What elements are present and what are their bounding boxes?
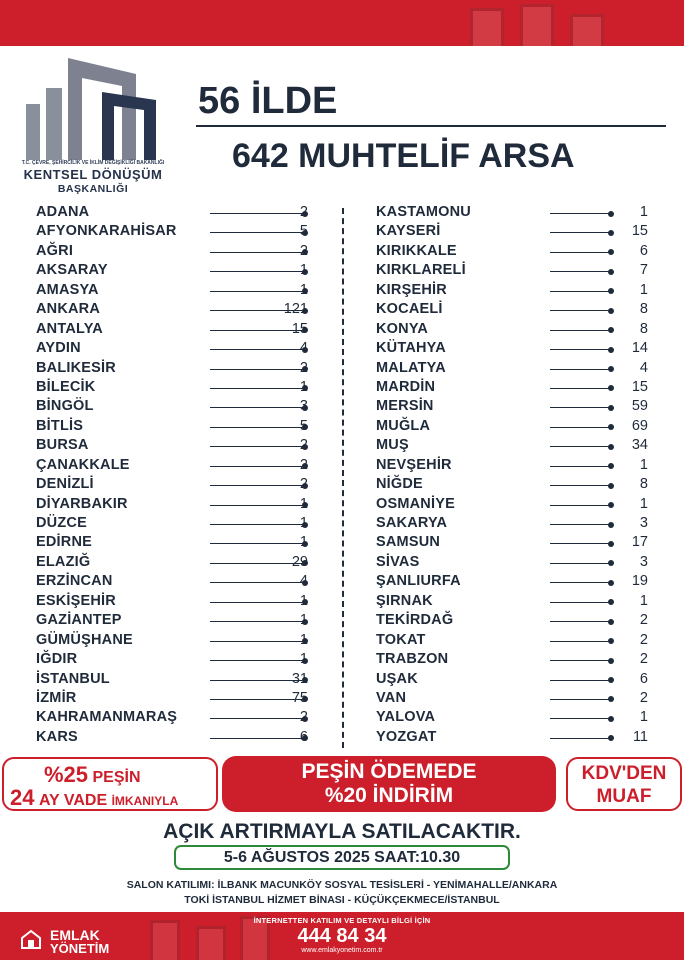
- installment-note: İMKANIYLA: [111, 794, 179, 808]
- vat-exempt-box: [566, 757, 682, 811]
- land-count: 2: [639, 689, 648, 706]
- land-count: 59: [631, 398, 648, 415]
- province-name: NİĞDE: [376, 476, 423, 493]
- province-row: [36, 242, 308, 261]
- province-name: ADANA: [36, 204, 90, 220]
- leader-line: [210, 738, 306, 739]
- province-row: [376, 339, 648, 358]
- toki-place: TOKİ İSTANBUL HİZMET BİNASI: [184, 894, 345, 906]
- land-count: 69: [631, 417, 648, 434]
- leader-line: [550, 310, 612, 311]
- province-name: BALIKESİR: [36, 359, 116, 376]
- province-name: ŞANLIURFA: [376, 573, 461, 590]
- land-count: 1: [639, 281, 648, 298]
- leader-dot: [608, 444, 614, 450]
- province-row: [376, 514, 648, 533]
- leader-line: [550, 407, 612, 408]
- land-count: 15: [631, 223, 648, 240]
- land-count: 121: [283, 301, 308, 318]
- province-row: [376, 222, 648, 241]
- leader-line: [210, 718, 306, 719]
- land-count: 8: [639, 320, 648, 337]
- province-row: [376, 261, 648, 280]
- leader-line: [210, 466, 306, 467]
- installment-months: 24: [10, 785, 35, 810]
- province-row: [376, 456, 648, 475]
- province-name: ÇANAKKALE: [36, 456, 130, 473]
- land-count: 5: [299, 223, 308, 240]
- province-name: DENİZLİ: [36, 476, 94, 493]
- land-count: 5: [299, 417, 308, 434]
- land-count: 1: [299, 534, 308, 551]
- leader-dot: [608, 249, 614, 255]
- province-row: [36, 281, 308, 300]
- leader-line: [210, 291, 306, 292]
- land-count: 3: [639, 553, 648, 570]
- leader-line: [550, 563, 612, 564]
- land-count: 11: [632, 728, 648, 745]
- leader-line: [210, 524, 306, 525]
- leader-line: [210, 407, 306, 408]
- province-row: [36, 708, 308, 727]
- leader-line: [210, 446, 306, 447]
- province-row: [376, 572, 648, 591]
- discount-line2: %20 İNDİRİM: [324, 784, 454, 807]
- leader-line: [210, 271, 306, 272]
- province-name: OSMANİYE: [376, 495, 455, 512]
- land-count: 1: [299, 612, 308, 629]
- province-row: [36, 611, 308, 630]
- brand-line2: YÖNETİM: [50, 941, 110, 956]
- province-row: [376, 242, 648, 261]
- province-row: [376, 281, 648, 300]
- province-row: [36, 359, 308, 378]
- land-count: 1: [639, 709, 648, 726]
- province-row: [376, 670, 648, 689]
- land-count: 1: [299, 262, 308, 279]
- leader-dot: [608, 483, 614, 489]
- leader-line: [210, 485, 306, 486]
- province-name: BİNGÖL: [36, 398, 94, 415]
- province-row: [36, 475, 308, 494]
- province-name: KIRIKKALE: [376, 242, 457, 259]
- province-row: [376, 592, 648, 611]
- toki-venue: [0, 894, 684, 906]
- province-row: [36, 456, 308, 475]
- leader-dot: [608, 619, 614, 625]
- province-name: TEKİRDAĞ: [376, 612, 454, 629]
- column-divider: [342, 208, 344, 748]
- province-name: TRABZON: [376, 651, 449, 668]
- leader-line: [210, 369, 306, 370]
- leader-dot: [608, 580, 614, 586]
- province-name: MERSİN: [376, 398, 434, 415]
- province-row: [376, 650, 648, 669]
- province-row: [376, 708, 648, 727]
- province-name: NEVŞEHİR: [376, 456, 452, 473]
- province-row: [36, 436, 308, 455]
- leader-line: [550, 232, 612, 233]
- province-row: [36, 533, 308, 552]
- land-count: 2: [639, 631, 648, 648]
- leader-dot: [608, 522, 614, 528]
- province-row: [36, 631, 308, 650]
- province-name: GAZİANTEP: [36, 612, 122, 629]
- headline-land-count: 642 MUHTELİF ARSA: [232, 137, 575, 175]
- land-count: 1: [639, 456, 648, 473]
- province-row: [376, 611, 648, 630]
- leader-dot: [608, 308, 614, 314]
- province-row: [376, 728, 648, 747]
- headline-province-count: 56 İLDE: [198, 80, 338, 122]
- leader-line: [210, 621, 306, 622]
- land-count: 7: [639, 262, 648, 279]
- land-count: 15: [631, 378, 648, 395]
- province-row: [376, 495, 648, 514]
- salon-separator: -: [423, 879, 434, 891]
- land-count: 1: [299, 592, 308, 609]
- province-row: [36, 689, 308, 708]
- province-row: [376, 397, 648, 416]
- land-count: 1: [299, 631, 308, 648]
- land-count: 6: [299, 728, 308, 745]
- decor-building-shape: [150, 920, 180, 960]
- contact-block: [234, 916, 450, 954]
- leader-dot: [608, 327, 614, 333]
- land-count: 1: [299, 281, 308, 298]
- leader-dot: [608, 696, 614, 702]
- toki-city: KÜÇÜKÇEKMECE/İSTANBUL: [354, 894, 500, 906]
- province-row: [36, 378, 308, 397]
- province-name: ERZİNCAN: [36, 573, 113, 590]
- province-name: İZMİR: [36, 689, 77, 706]
- leader-line: [550, 543, 612, 544]
- province-name: KÜTAHYA: [376, 340, 446, 357]
- leader-line: [210, 505, 306, 506]
- land-count: 8: [639, 301, 648, 318]
- auction-date: 5-6 AĞUSTOS 2025 SAAT:10.30: [174, 845, 510, 870]
- leader-line: [550, 291, 612, 292]
- leader-line: [550, 446, 612, 447]
- province-name: KASTAMONU: [376, 204, 471, 220]
- land-count: 2: [299, 709, 308, 726]
- leader-dot: [608, 638, 614, 644]
- leader-line: [550, 369, 612, 370]
- province-name: İSTANBUL: [36, 670, 110, 687]
- province-name: SAMSUN: [376, 534, 441, 551]
- land-count: 31: [291, 670, 308, 687]
- province-name: BİLECİK: [36, 378, 96, 395]
- province-name: IĞDIR: [36, 651, 78, 668]
- leader-line: [550, 718, 612, 719]
- auction-statement: AÇIK ARTIRMAYLA SATILACAKTIR.: [163, 820, 521, 843]
- province-name: ANKARA: [36, 301, 101, 318]
- province-row: [36, 670, 308, 689]
- headline-divider: [196, 125, 666, 127]
- province-name: BURSA: [36, 437, 89, 454]
- decor-building-shape: [570, 14, 604, 46]
- leader-line: [210, 427, 306, 428]
- province-name: AKSARAY: [36, 262, 108, 279]
- land-count: 17: [631, 534, 648, 551]
- province-row: [376, 359, 648, 378]
- leader-line: [550, 660, 612, 661]
- leader-dot: [608, 658, 614, 664]
- province-name: KIRKLARELİ: [376, 262, 466, 279]
- leader-line: [210, 602, 306, 603]
- province-name: KAHRAMANMARAŞ: [36, 709, 178, 726]
- province-row: [376, 417, 648, 436]
- province-name: YALOVA: [376, 709, 436, 726]
- province-row: [376, 689, 648, 708]
- province-row: [36, 650, 308, 669]
- land-count: 1: [299, 495, 308, 512]
- leader-line: [550, 582, 612, 583]
- land-count: 1: [639, 592, 648, 609]
- leader-line: [550, 427, 612, 428]
- leader-dot: [608, 347, 614, 353]
- logo-ministry-text: T.C. ÇEVRE, ŞEHİRCİLİK VE İKLİM DEĞİŞİKLİĞİ BAKANLIĞI: [21, 160, 165, 166]
- province-row: [376, 475, 648, 494]
- land-count: 19: [631, 573, 648, 590]
- installment-box: [2, 757, 218, 811]
- province-row: [36, 397, 308, 416]
- vat-line1: KDV'DEN: [581, 763, 667, 784]
- province-name: AYDIN: [36, 340, 81, 357]
- land-count: 2: [299, 242, 308, 259]
- leader-dot: [608, 716, 614, 722]
- province-name: UŞAK: [376, 670, 418, 687]
- land-count: 4: [299, 573, 308, 590]
- leader-dot: [608, 502, 614, 508]
- province-name: ELAZIĞ: [36, 553, 91, 570]
- down-payment-word: PEŞİN: [92, 769, 141, 786]
- leader-line: [210, 660, 306, 661]
- leader-line: [550, 699, 612, 700]
- province-name: EDİRNE: [36, 534, 92, 551]
- province-row: [36, 320, 308, 339]
- leader-line: [550, 466, 612, 467]
- leader-dot: [608, 405, 614, 411]
- province-name: AMASYA: [36, 281, 99, 298]
- leader-dot: [608, 541, 614, 547]
- province-list-right: [376, 203, 648, 747]
- leader-line: [550, 330, 612, 331]
- land-count: 2: [299, 437, 308, 454]
- province-name: BİTLİS: [36, 417, 84, 434]
- province-row: [376, 631, 648, 650]
- province-name: MALATYA: [376, 359, 446, 376]
- land-count: 2: [639, 651, 648, 668]
- land-count: 4: [639, 359, 648, 376]
- leader-line: [210, 232, 306, 233]
- province-row: [36, 592, 308, 611]
- installment-label: AY VADE: [38, 792, 108, 809]
- province-row: [36, 203, 308, 222]
- province-row: [376, 436, 648, 455]
- leader-dot: [608, 677, 614, 683]
- province-name: KARS: [36, 728, 78, 745]
- leader-dot: [608, 599, 614, 605]
- logo-subtitle: BAŞKANLIĞI: [57, 183, 129, 195]
- land-count: 1: [639, 495, 648, 512]
- decor-building-shape: [520, 4, 554, 46]
- province-name: GÜMÜŞHANE: [36, 631, 133, 648]
- province-name: ŞIRNAK: [376, 592, 433, 609]
- leader-dot: [608, 735, 614, 741]
- province-name: KIRŞEHİR: [376, 281, 447, 298]
- province-name: MUĞLA: [376, 417, 431, 434]
- leader-dot: [608, 288, 614, 294]
- leader-line: [210, 252, 306, 253]
- land-count: 2: [299, 359, 308, 376]
- province-name: MARDİN: [376, 378, 436, 395]
- province-name: YOZGAT: [376, 728, 437, 745]
- leader-dot: [608, 366, 614, 372]
- province-row: [36, 572, 308, 591]
- province-name: KOCAELİ: [376, 301, 443, 318]
- land-count: 4: [299, 340, 308, 357]
- land-count: 6: [639, 242, 648, 259]
- province-name: ESKİŞEHİR: [36, 592, 116, 609]
- province-row: [36, 728, 308, 747]
- province-row: [376, 320, 648, 339]
- land-count: 14: [631, 340, 648, 357]
- province-name: DİYARBAKIR: [36, 495, 128, 512]
- province-row: [36, 261, 308, 280]
- land-count: 1: [299, 515, 308, 531]
- installment-line: [10, 785, 178, 811]
- province-name: DÜZCE: [36, 515, 87, 531]
- leader-line: [550, 485, 612, 486]
- vat-line2: MUAF: [596, 786, 652, 807]
- land-count: 75: [291, 689, 308, 706]
- province-row: [36, 300, 308, 319]
- land-count: 3: [299, 398, 308, 415]
- land-count: 1: [299, 651, 308, 668]
- province-row: [36, 553, 308, 572]
- salon-venue: [0, 879, 684, 891]
- leader-line: [550, 213, 612, 214]
- province-row: [376, 553, 648, 572]
- province-name: TOKAT: [376, 631, 426, 648]
- leader-dot: [608, 211, 614, 217]
- province-row: [36, 222, 308, 241]
- leader-line: [210, 582, 306, 583]
- leader-line: [550, 524, 612, 525]
- leader-line: [550, 388, 612, 389]
- province-row: [376, 533, 648, 552]
- province-name: MUŞ: [376, 437, 409, 454]
- province-name: SAKARYA: [376, 515, 448, 531]
- toki-separator: -: [344, 894, 355, 906]
- leader-line: [550, 252, 612, 253]
- land-count: 29: [291, 553, 308, 570]
- online-info-text: İNTERNETTEN KATILIM VE DETAYLI BİLGİ İÇİN: [253, 916, 431, 925]
- province-list-left: [36, 203, 308, 747]
- leader-line: [550, 505, 612, 506]
- phone-number[interactable]: 444 84 34: [297, 925, 387, 947]
- top-red-band: [0, 0, 684, 46]
- province-name: AFYONKARAHİSAR: [36, 223, 177, 240]
- decor-building-shape: [470, 8, 504, 46]
- province-row: [376, 378, 648, 397]
- land-count: 3: [639, 515, 648, 531]
- land-count: 1: [639, 204, 648, 220]
- province-name: SİVAS: [376, 553, 420, 570]
- leader-dot: [608, 269, 614, 275]
- leader-line: [210, 213, 306, 214]
- province-row: [36, 495, 308, 514]
- discount-line1: PEŞİN ÖDEMEDE: [301, 760, 477, 783]
- province-name: VAN: [376, 689, 407, 706]
- leader-line: [550, 680, 612, 681]
- leader-dot: [608, 424, 614, 430]
- leader-line: [550, 271, 612, 272]
- leader-line: [550, 349, 612, 350]
- down-payment-percent: %25: [44, 762, 89, 787]
- province-row: [36, 514, 308, 533]
- province-row: [36, 339, 308, 358]
- land-count: 2: [299, 204, 308, 220]
- leader-line: [210, 543, 306, 544]
- leader-line: [550, 602, 612, 603]
- discount-banner: [222, 756, 556, 812]
- leader-line: [210, 388, 306, 389]
- land-count: 2: [299, 476, 308, 493]
- leader-line: [550, 738, 612, 739]
- website-link[interactable]: www.emlakyonetim.com.tr: [301, 947, 383, 954]
- land-count: 2: [299, 456, 308, 473]
- land-count: 15: [291, 320, 308, 337]
- leader-dot: [608, 385, 614, 391]
- logo-title: KENTSEL DÖNÜŞÜM: [23, 167, 163, 182]
- province-row: [36, 417, 308, 436]
- salon-label: SALON KATILIMI:: [126, 879, 215, 891]
- logo-buildings-icon: [18, 52, 168, 162]
- land-count: 34: [631, 437, 648, 454]
- province-name: ANTALYA: [36, 320, 103, 337]
- decor-building-shape: [196, 926, 226, 960]
- salon-place: İLBANK MACUNKÖY SOSYAL TESİSLERİ: [217, 879, 424, 891]
- leader-line: [550, 621, 612, 622]
- salon-city: YENİMAHALLE/ANKARA: [433, 879, 558, 891]
- province-row: [376, 300, 648, 319]
- leader-line: [210, 349, 306, 350]
- leader-dot: [608, 230, 614, 236]
- land-count: 6: [639, 670, 648, 687]
- leader-dot: [608, 463, 614, 469]
- house-icon: [20, 928, 42, 950]
- brand-line1: EMLAK: [50, 927, 100, 943]
- province-name: KAYSERİ: [376, 223, 441, 240]
- land-count: 8: [639, 476, 648, 493]
- province-name: AĞRI: [36, 242, 74, 259]
- land-count: 2: [639, 612, 648, 629]
- province-row: [376, 203, 648, 222]
- land-count: 1: [299, 378, 308, 395]
- leader-dot: [608, 560, 614, 566]
- province-name: KONYA: [376, 320, 429, 337]
- leader-line: [550, 641, 612, 642]
- leader-line: [210, 641, 306, 642]
